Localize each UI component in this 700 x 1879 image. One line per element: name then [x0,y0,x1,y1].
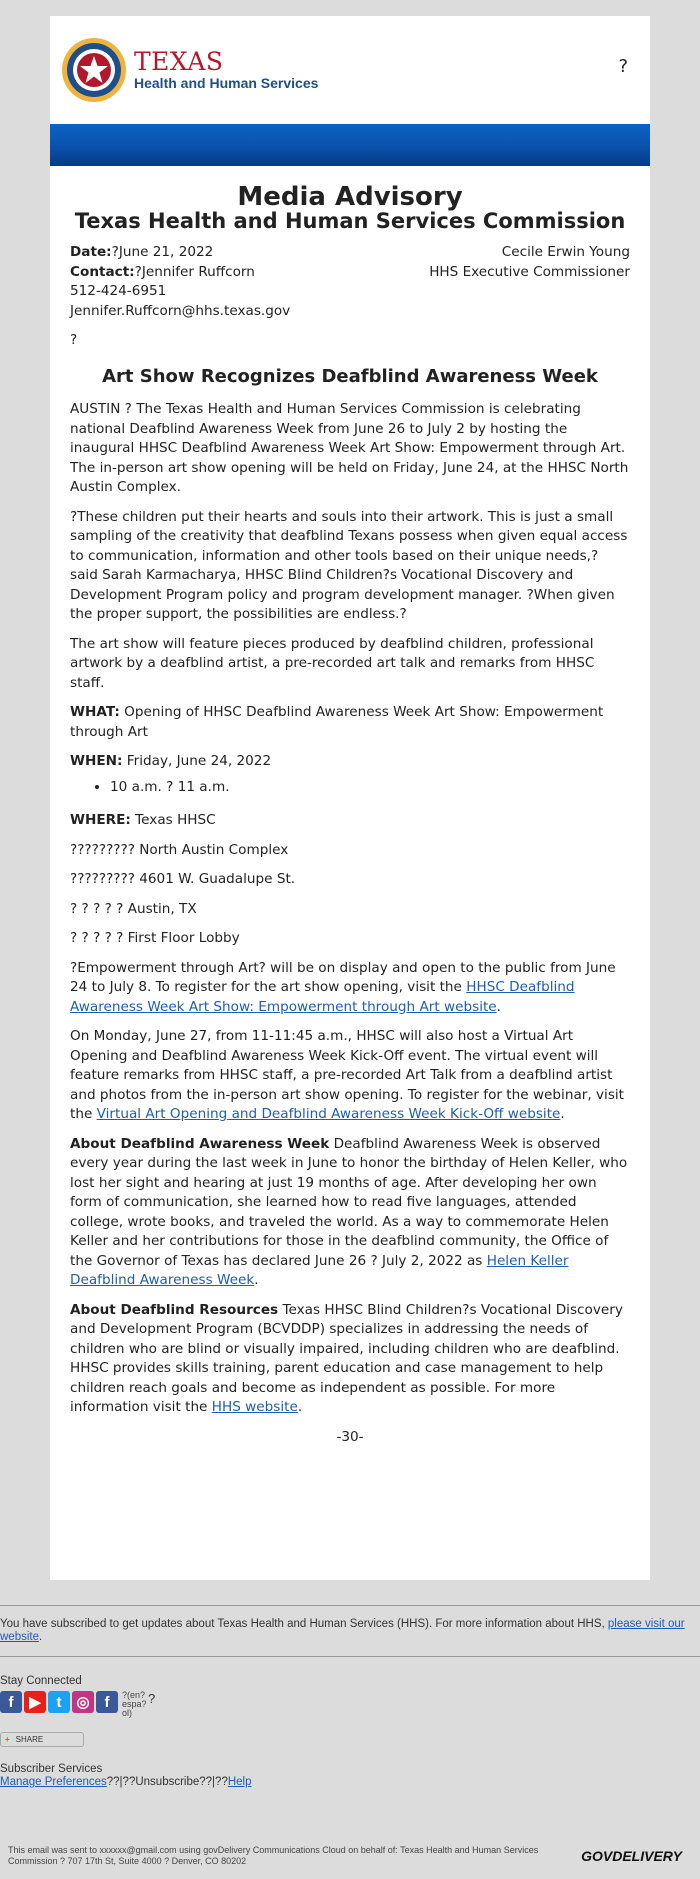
subscriber-services-title: Subscriber Services [0,1763,103,1775]
visit-website-link[interactable]: please visit our website [0,1618,685,1643]
header-placeholder-char: ? [618,56,628,77]
where-line-1: ????????? North Austin Complex [70,841,289,858]
paragraph-intro: AUSTIN ? The Texas Health and Human Services Commission is celebrating national Deafblind Awareness Week from June 26 to July 2 by hosting the inaugural HHSC Deafblind Awareness Week Art Show: Empowerment through Art. The in-person art show opening will be held on Friday, June 24, at the HHSC North Austin Complex. [70,401,629,495]
article-headline: Art Show Recognizes Deafblind Awareness Week [102,365,598,387]
when-value: Friday, June 24, 2022 [122,753,272,769]
manage-preferences-link[interactable]: Manage Preferences [0,1776,107,1788]
instagram-icon[interactable]: ◎ [72,1691,94,1713]
email-card [50,16,650,1580]
advisory-meta [70,243,630,321]
facebook-spanish-icon[interactable]: f [96,1691,118,1713]
where-line-4: ? ? ? ? ? First Floor Lobby [70,930,240,946]
what-label: WHAT: [70,704,120,720]
contact-phone: 512-424-6951 [70,283,167,299]
spanish-page-label: ?(en?espa?ol) [122,1690,147,1718]
contact-email: Jennifer.Ruffcorn@hhs.texas.gov [70,302,291,319]
helen-keller-week-link[interactable]: Helen Keller Deafblind Awareness Week [70,1252,569,1288]
subscriber-services: Subscriber Services Manage Preferences??|??Unsubscribe??|??Help [0,1763,700,1789]
help-link[interactable]: Help [227,1776,252,1788]
when-label: WHEN: [70,753,123,769]
stay-connected-label: Stay Connected [0,1675,82,1687]
when-time: • 10 a.m. ? 11 a.m. [110,778,630,798]
paragraph-about-week: About Deafblind Awareness Week Deafblind Awareness Week is observed every year during the last week in June to honor the birthday of Helen Keller, who lost her sight and hearing at just 19 months of age. After developing her own form of communication, she learned how to read five languages, attended college, wrote books, and traveled the world. As a way to commemorate Helen Keller and her contributions for those in the deafblind community, the Office of the Governor of Texas has declared June 26 ? July 2, 2022 as Helen Keller Deafblind Awareness Week. [70,1135,628,1288]
youtube-icon[interactable]: ▶ [24,1691,46,1713]
email-header [50,16,650,124]
logo-text [134,49,318,91]
texas-star-seal-icon [60,36,128,104]
executive-block [429,243,630,321]
what-line [70,703,630,742]
subscription-note: You have subscribed to get updates about Texas Health and Human Services (HHS). For more information about HHS, please visit our website. [0,1618,685,1643]
what-value: Opening of HHSC Deafblind Awareness Week Art Show: Empowerment through Art [70,704,604,740]
blue-banner [50,124,650,166]
art-show-website-link[interactable]: HHSC Deafblind Awareness Week Art Show: Empowerment through Art website [70,979,575,1015]
paragraph-about-resources: About Deafblind Resources Texas HHSC Blind Children?s Vocational Discovery and Development Program (BCVDDP) specializes in addressing the needs of children who are blind or visually impaired, including children who are deafblind. HHSC provides skills training, parent education and case management to help children reach goals and become as independent as possible. For more information visit the HHS website. [70,1301,623,1415]
facebook-icon[interactable]: f [0,1691,22,1713]
contact-label: Contact: [70,263,135,280]
when-list [70,778,630,798]
share-plus-icon: + [5,1735,10,1744]
footer-divider-bottom [0,1656,700,1657]
where-line-2: ????????? 4601 W. Guadalupe St. [70,871,296,887]
paragraph-register: ?Empowerment through Art? will be on display and open to the public from June 24 to July 8. To register for the art show opening, visit the HHSC Deafblind Awareness Week Art Show: Empowerment through Art website. [70,959,616,1015]
paragraph-features: The art show will feature pieces produced by deafblind children, professional artwork by a deafblind artist, a pre-recorded art talk and remarks from HHSC staff. [70,635,595,691]
where-line [70,811,630,831]
share-label: SHARE [15,1735,44,1744]
where-label: WHERE: [70,812,131,828]
end-mark: -30- [336,1428,364,1445]
spacer-char: ? [70,332,78,348]
date-label: Date: [70,244,112,260]
language-placeholder-char: ? [148,1691,156,1706]
advisory-content [50,182,650,1447]
logo-texas: TEXAS [134,47,224,76]
share-button[interactable] [0,1732,84,1747]
twitter-icon[interactable]: t [48,1691,70,1713]
advisory-title: Media Advisory [237,182,463,212]
executive-title: HHS Executive Commissioner [429,263,630,280]
executive-name: Cecile Erwin Young [501,244,630,260]
contact-value: ?Jennifer Ruffcorn [134,263,255,280]
when-line [70,752,630,772]
social-links [0,1691,700,1718]
hhs-website-link[interactable]: HHS website [211,1399,298,1415]
paragraph-quote: ?These children put their hearts and souls into their artwork. This is just a small sampling of the creativity that deafblind Texans possess when given equal access to communication, information and other tools based on their unique needs,? said Sarah Karmacharya, HHSC Blind Children?s Vocational Discovery and Development Program policy and program development manager. ?When given the proper support, the possibilities are endless.? [70,508,628,622]
hhs-logo[interactable] [60,36,318,104]
sent-to-notice: This email was sent to xxxxxx@gmail.com using govDelivery Communications Cloud on behalf of: Texas Health and Human Services Commission ? 707 17th St, Suite 4000 ? Denver, CO 80202 [8,1845,539,1866]
where-line-3: ? ? ? ? ? Austin, TX [70,900,197,917]
paragraph-virtual: On Monday, June 27, from 11-11:45 a.m., HHSC will also host a Virtual Art Opening and Deafblind Awareness Week Kick-Off event. The virtual event will feature remarks from HHSC staff, a pre-recorded Art Talk from a deafblind artist and photos from the in-person art show opening. To register for the webinar, visit the Virtual Art Opening and Deafblind Awareness Week Kick-Off website. [70,1028,625,1122]
date-value: ?June 21, 2022 [111,244,214,260]
logo-hhs: Health and Human Services [134,75,319,91]
govdelivery-logo[interactable]: GOVDELIVERY [581,1848,682,1864]
contact-block [70,243,290,321]
email-footer [0,1605,700,1789]
unsubscribe-link[interactable]: Unsubscribe [135,1776,200,1788]
agency-name: Texas Health and Human Services Commission [74,208,626,233]
virtual-opening-link[interactable]: Virtual Art Opening and Deafblind Awareness Week Kick-Off website [96,1106,561,1122]
where-value: Texas HHSC [130,812,216,828]
